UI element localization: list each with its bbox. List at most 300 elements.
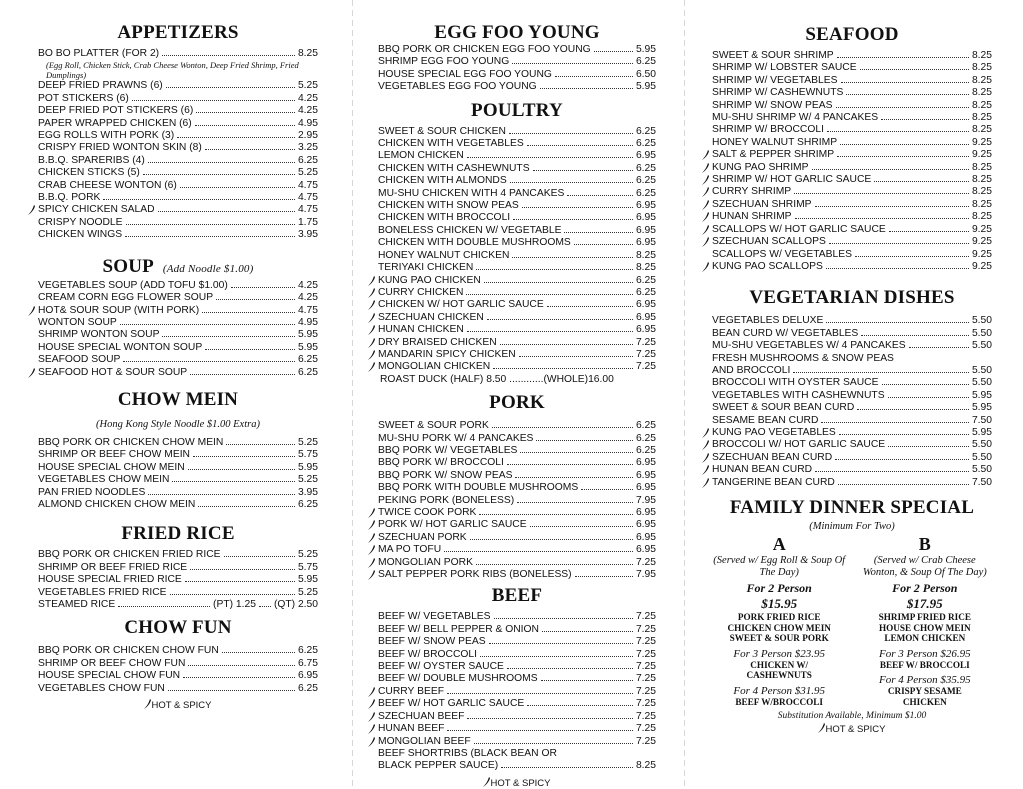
option-a-tier3: For 3 Person $23.95 xyxy=(733,647,826,660)
roast-duck-text: ROAST DUCK (HALF) 8.50 ............(WHOLE)16.00 xyxy=(380,373,614,385)
menu-item-price: 8.25 xyxy=(971,198,992,210)
menu-item-price: 8.25 xyxy=(971,62,992,74)
menu-item xyxy=(378,299,656,311)
menu-item xyxy=(378,250,656,262)
menu-item xyxy=(712,353,992,365)
option-a-dish-1: PORK FRIED RICE xyxy=(737,612,821,622)
menu-item-name: TERIYAKI CHICKEN xyxy=(378,262,474,274)
hot-spicy-legend xyxy=(38,699,318,711)
menu-item-price: 6.25 xyxy=(635,162,656,174)
menu-item-price: 7.25 xyxy=(635,685,656,697)
menu-item-name: MANDARIN SPICY CHICKEN xyxy=(378,348,516,360)
menu-item xyxy=(38,342,318,354)
beef-shortribs-line1: BEEF SHORTRIBS (BLACK BEAN OR xyxy=(378,747,557,759)
menu-item-price: 6.50 xyxy=(635,68,656,80)
pork-heading: PORK xyxy=(489,392,545,414)
chow-fun-list xyxy=(38,645,318,695)
menu-item-price: 9.25 xyxy=(971,149,992,161)
fried-rice-list xyxy=(38,549,318,599)
menu-item xyxy=(378,544,656,556)
leader-dots xyxy=(143,174,295,175)
leader-dots xyxy=(126,224,295,225)
option-a-tier4: For 4 Person $31.95 xyxy=(733,684,826,697)
leader-dots xyxy=(826,322,969,323)
menu-item-name: BEEF W/ SNOW PEAS xyxy=(378,636,486,648)
menu-item-name: SHRIMP OR BEEF CHOW FUN xyxy=(38,657,186,669)
menu-item xyxy=(38,549,318,561)
menu-item xyxy=(378,337,656,349)
leader-dots xyxy=(444,551,633,552)
menu-item-name: PAN FRIED NOODLES xyxy=(38,486,146,498)
leader-dots xyxy=(547,306,633,307)
menu-item-name: CURRY CHICKEN xyxy=(378,286,464,298)
menu-item-price: 6.95 xyxy=(635,150,656,162)
option-b-dish3: BEEF W/ BROCCOLI xyxy=(879,659,970,670)
beef-shortribs-row xyxy=(378,760,656,772)
leader-dots xyxy=(527,145,633,146)
menu-item-price: 7.50 xyxy=(971,414,992,426)
pepper-icon xyxy=(368,558,375,568)
menu-item-price: 8.25 xyxy=(971,112,992,124)
menu-item-price: 5.75 xyxy=(297,561,318,573)
menu-item-price: 7.25 xyxy=(635,348,656,360)
menu-item-name: SALT PEPPER PORK RIBS (BONELESS) xyxy=(378,569,572,581)
pepper-icon xyxy=(702,150,709,160)
leader-dots xyxy=(476,564,633,565)
seafood-heading: SEAFOOD xyxy=(805,24,899,45)
menu-item-name: DRY BRAISED CHICKEN xyxy=(378,336,497,348)
leader-dots xyxy=(555,76,633,77)
menu-item-name: SALT & PEPPER SHRIMP xyxy=(712,149,835,161)
menu-item-name: SCALLOPS W/ VEGETABLES xyxy=(712,248,853,260)
leader-dots xyxy=(540,88,633,89)
menu-item xyxy=(712,112,992,124)
leader-dots xyxy=(794,193,969,194)
menu-item-price: 6.25 xyxy=(635,432,656,444)
menu-item-price: 6.95 xyxy=(635,507,656,518)
appetizers-heading: APPETIZERS xyxy=(117,22,239,43)
menu-item-name: MU-SHU SHRIMP W/ 4 PANCAKES xyxy=(712,112,879,124)
pepper-icon xyxy=(368,338,375,348)
menu-item-price: 2.95 xyxy=(297,130,318,142)
menu-item-name: SZECHUAN BEEF xyxy=(378,710,465,722)
menu-item-name: CREAM CORN EGG FLOWER SOUP xyxy=(38,292,214,304)
menu-item xyxy=(38,487,318,499)
leader-dots xyxy=(530,526,633,527)
menu-item-name: AND BROCCOLI xyxy=(712,364,791,376)
leader-dots xyxy=(492,427,633,428)
menu-item xyxy=(38,180,318,192)
leader-dots xyxy=(519,356,633,357)
menu-item xyxy=(378,349,656,361)
leader-dots xyxy=(177,137,295,138)
menu-item xyxy=(38,118,318,130)
menu-item-name: CRISPY NOODLE xyxy=(38,216,123,228)
menu-item xyxy=(378,150,656,162)
menu-item xyxy=(38,354,318,366)
menu-item xyxy=(712,186,992,198)
legend-text: HOT & SPICY xyxy=(151,700,212,712)
menu-item xyxy=(378,200,656,212)
leader-dots xyxy=(120,324,295,325)
menu-item-price: 4.25 xyxy=(297,279,318,291)
menu-item-price: 5.95 xyxy=(971,426,992,438)
menu-item-price: 7.25 xyxy=(635,611,656,623)
menu-item-price: 4.75 xyxy=(297,304,318,316)
leader-dots xyxy=(148,162,295,163)
menu-item-price: 3.25 xyxy=(297,142,318,154)
leader-dots xyxy=(541,680,633,681)
steamed-rice-pt: (PT) 1.25 xyxy=(213,599,256,610)
menu-item xyxy=(38,217,318,229)
menu-item xyxy=(712,199,992,211)
pepper-icon xyxy=(28,205,35,215)
menu-item xyxy=(378,507,656,519)
legend-text: HOT & SPICY xyxy=(490,777,551,789)
beef-shortribs-line2: BLACK PEPPER SAUCE) xyxy=(378,760,499,772)
leader-dots xyxy=(198,506,295,507)
menu-item-price: 7.25 xyxy=(635,623,656,635)
menu-item-price: 9.25 xyxy=(971,248,992,260)
menu-item-name: CURRY SHRIMP xyxy=(712,186,792,198)
leader-dots xyxy=(467,157,633,158)
menu-item xyxy=(38,329,318,341)
leader-dots xyxy=(909,347,969,348)
menu-item xyxy=(378,482,656,494)
leader-dots xyxy=(216,299,295,300)
menu-item xyxy=(712,427,992,439)
menu-item-price: 5.25 xyxy=(297,436,318,448)
family-dinner-note: (Minimum For Two) xyxy=(809,521,895,532)
menu-item xyxy=(378,569,656,581)
menu-item xyxy=(712,124,992,136)
menu-item-name: BBQ PORK W/ VEGETABLES xyxy=(378,444,518,456)
leader-dots xyxy=(470,539,633,540)
menu-item-name: SWEET & SOUR PORK xyxy=(378,420,489,432)
menu-item xyxy=(38,317,318,329)
menu-item-price: 6.25 xyxy=(635,444,656,456)
menu-item xyxy=(378,237,656,249)
leader-dots xyxy=(162,336,294,337)
menu-item xyxy=(38,367,318,379)
leader-dots xyxy=(467,331,633,332)
leader-dots xyxy=(874,181,969,182)
menu-item-price: 8.25 xyxy=(971,74,992,86)
menu-item xyxy=(38,155,318,167)
leader-dots xyxy=(517,502,633,503)
hot-spicy-legend-3 xyxy=(712,723,992,735)
menu-item-name: BBQ PORK W/ SNOW PEAS xyxy=(378,469,513,481)
menu-item xyxy=(712,137,992,149)
menu-item xyxy=(378,420,656,432)
menu-item xyxy=(38,229,318,241)
family-option-b xyxy=(858,534,992,707)
option-b-dish4: CRISPY SESAME CHICKEN xyxy=(887,686,962,707)
menu-item-price: 6.25 xyxy=(297,366,318,378)
menu-item-price: 5.95 xyxy=(297,329,318,341)
menu-item xyxy=(378,649,656,661)
leader-dots xyxy=(860,69,969,70)
menu-item xyxy=(378,636,656,648)
menu-item xyxy=(38,499,318,511)
menu-item-name: HUNAN BEEF xyxy=(378,723,445,735)
menu-item-price: 6.95 xyxy=(635,544,656,556)
menu-item-name: BEEF W/ BROCCOLI xyxy=(378,648,477,660)
substitution-note: Substitution Available, Minimum $1.00 xyxy=(777,711,927,721)
chow-mein-note: (Hong Kong Style Noodle $1.00 Extra) xyxy=(96,418,260,430)
pepper-icon xyxy=(702,175,709,185)
leader-dots xyxy=(479,514,633,515)
menu-item-price: 7.95 xyxy=(635,494,656,506)
menu-item xyxy=(378,736,656,748)
menu-item-price: 7.25 xyxy=(635,735,656,747)
seafood-list xyxy=(712,50,992,273)
menu-item xyxy=(378,81,656,93)
menu-item-price: 6.75 xyxy=(297,657,318,669)
leader-dots xyxy=(855,256,969,257)
menu-item-price: 6.25 xyxy=(635,125,656,137)
menu-item-name: BEEF W/ DOUBLE MUSHROOMS xyxy=(378,673,538,685)
leader-dots xyxy=(484,282,633,283)
menu-item-name: TANGERINE BEAN CURD xyxy=(712,476,835,488)
menu-item xyxy=(38,587,318,599)
family-option-a xyxy=(712,534,846,707)
menu-item-name: SHRIMP W/ HOT GARLIC SAUCE xyxy=(712,174,872,186)
pepper-icon xyxy=(368,350,375,360)
menu-item-price: 5.50 xyxy=(971,327,992,339)
menu-item-name: SESAME BEAN CURD xyxy=(712,414,819,426)
menu-item xyxy=(712,390,992,402)
leader-dots xyxy=(837,57,969,58)
leader-dots xyxy=(226,444,295,445)
menu-item-name: BEEF W/ VEGETABLES xyxy=(378,611,491,623)
menu-item-price: 5.25 xyxy=(297,549,318,561)
leader-dots xyxy=(815,206,969,207)
menu-item-name: SHRIMP WONTON SOUP xyxy=(38,329,160,341)
menu-item-name: EGG ROLLS WITH PORK (3) xyxy=(38,130,175,142)
menu-item-price: 6.95 xyxy=(635,519,656,531)
pepper-icon xyxy=(368,737,375,747)
menu-item xyxy=(38,670,318,682)
pepper-icon xyxy=(28,306,35,316)
menu-item xyxy=(712,340,992,352)
leader-dots xyxy=(515,477,633,478)
menu-item-name: SEAFOOD HOT & SOUR SOUP xyxy=(38,366,188,378)
menu-item xyxy=(712,315,992,327)
leader-dots xyxy=(888,446,969,447)
menu-item-name: DEEP FRIED POT STICKERS (6) xyxy=(38,105,194,117)
leader-dots xyxy=(188,469,295,470)
menu-item xyxy=(38,48,318,60)
leader-dots xyxy=(536,440,633,441)
menu-item-name: CURRY BEEF xyxy=(378,685,444,697)
menu-item-price: 6.25 xyxy=(635,420,656,432)
leader-dots xyxy=(168,690,295,691)
pepper-icon xyxy=(368,712,375,722)
leader-dots xyxy=(520,452,633,453)
pepper-icon xyxy=(368,533,375,543)
menu-item-name: B.B.Q. SPARERIBS (4) xyxy=(38,154,145,166)
leader-dots xyxy=(839,434,969,435)
menu-item-name: SWEET & SOUR SHRIMP xyxy=(712,50,834,61)
menu-item-name: BEAN CURD W/ VEGETABLES xyxy=(712,327,859,339)
option-a-dish-3: SWEET & SOUR PORK xyxy=(729,633,829,643)
menu-item-name: SEAFOOD SOUP xyxy=(38,354,121,366)
pepper-icon xyxy=(368,724,375,734)
pepper-icon xyxy=(702,453,709,463)
egg-foo-young-heading: EGG FOO YOUNG xyxy=(434,22,600,43)
menu-item-price: 6.25 xyxy=(297,154,318,166)
menu-item xyxy=(712,464,992,476)
menu-item-name: SWEET & SOUR BEAN CURD xyxy=(712,402,855,414)
menu-item-price: 6.25 xyxy=(297,498,318,510)
menu-item-description: (Egg Roll, Chicken Stick, Crab Cheese Wonton, Deep Fried Shrimp, Fried Dumplings) xyxy=(46,60,299,81)
leader-dots xyxy=(512,63,633,64)
menu-item xyxy=(38,449,318,461)
leader-dots xyxy=(231,287,295,288)
menu-item-name: HUNAN CHICKEN xyxy=(378,324,464,336)
menu-item-name: BROCCOLI WITH OYSTER SAUCE xyxy=(712,377,879,389)
menu-item xyxy=(712,149,992,161)
menu-item-price: 7.50 xyxy=(971,476,992,488)
menu-column-2 xyxy=(378,0,656,789)
option-a-letter: A xyxy=(772,534,786,554)
leader-dots xyxy=(567,195,633,196)
leader-dots xyxy=(840,144,969,145)
option-a-price2: $15.95 xyxy=(761,596,798,611)
leader-dots xyxy=(193,456,295,457)
menu-item-name: SHRIMP W/ LOBSTER SAUCE xyxy=(712,62,857,74)
poultry-heading: POULTRY xyxy=(471,99,563,121)
leader-dots xyxy=(476,269,633,270)
menu-item-price: 5.95 xyxy=(635,81,656,93)
menu-item xyxy=(712,50,992,62)
menu-item-name: SHRIMP EGG FOO YOUNG xyxy=(378,56,510,68)
menu-item-name: VEGETABLES FRIED RICE xyxy=(38,586,167,598)
menu-item-price: 6.95 xyxy=(635,457,656,469)
menu-item-price: 8.25 xyxy=(635,249,656,261)
vegetarian-heading: VEGETARIAN DISHES xyxy=(749,287,955,309)
menu-item xyxy=(378,673,656,685)
menu-item xyxy=(38,574,318,586)
steamed-rice-name: STEAMED RICE xyxy=(38,599,116,610)
menu-item-name: CHICKEN WITH ALMONDS xyxy=(378,175,507,187)
menu-item-name: B.B.Q. PORK xyxy=(38,192,101,204)
pepper-icon xyxy=(368,687,375,697)
vegetarian-list xyxy=(712,315,992,489)
menu-item-name: VEGETABLES CHOW FUN xyxy=(38,682,165,694)
leader-dots xyxy=(564,232,632,233)
menu-item-name: BBQ PORK OR CHICKEN CHOW MEIN xyxy=(38,436,224,448)
menu-item xyxy=(712,261,992,273)
leader-dots xyxy=(815,471,969,472)
chow-fun-heading: CHOW FUN xyxy=(124,617,232,639)
menu-item xyxy=(378,287,656,299)
leader-dots xyxy=(837,156,969,157)
menu-item-name: LEMON CHICKEN xyxy=(378,150,464,162)
menu-item-name: MONGOLIAN PORK xyxy=(378,556,473,568)
leader-dots xyxy=(826,268,969,269)
menu-item xyxy=(712,365,992,377)
menu-item xyxy=(378,138,656,150)
menu-item-price: 6.95 xyxy=(635,299,656,311)
menu-item-price: 6.95 xyxy=(635,212,656,224)
menu-item-price: 7.25 xyxy=(635,661,656,673)
leader-dots xyxy=(829,243,969,244)
menu-item-price: 5.95 xyxy=(297,574,318,586)
menu-item-price: 7.25 xyxy=(635,361,656,373)
menu-item xyxy=(38,562,318,574)
menu-item-name: BBQ PORK WITH DOUBLE MUSHROOMS xyxy=(378,482,579,494)
menu-item-price: 5.25 xyxy=(297,167,318,179)
menu-item-name: BBQ PORK W/ BROCCOLI xyxy=(378,457,504,469)
menu-item-price: 5.50 xyxy=(971,364,992,376)
leader-dots xyxy=(507,464,633,465)
option-b-dish-1: SHRIMP FRIED RICE xyxy=(878,612,971,622)
menu-item xyxy=(38,192,318,204)
menu-item xyxy=(712,87,992,99)
pepper-icon xyxy=(368,699,375,709)
leader-dots xyxy=(494,618,633,619)
leader-dots xyxy=(581,489,633,490)
menu-item-price: 7.25 xyxy=(635,698,656,710)
hot-spicy-legend-2 xyxy=(378,777,656,789)
soup-heading xyxy=(38,256,318,278)
menu-item-price: 5.25 xyxy=(297,586,318,598)
steamed-rice-qt: (QT) 2.50 xyxy=(273,599,318,610)
pepper-icon xyxy=(702,465,709,475)
roast-duck-row xyxy=(378,374,656,386)
fried-rice-heading: FRIED RICE xyxy=(121,523,235,545)
leader-dots xyxy=(170,594,295,595)
menu-item-price: 4.75 xyxy=(297,192,318,204)
leader-dots xyxy=(125,236,295,237)
menu-column-1 xyxy=(38,0,318,711)
menu-item-name: HONEY WALNUT CHICKEN xyxy=(378,249,510,261)
menu-item xyxy=(378,624,656,636)
menu-item-name: VEGETABLES DELUXE xyxy=(712,315,824,327)
menu-item-name: PEKING PORK (BONELESS) xyxy=(378,494,515,506)
menu-item xyxy=(38,130,318,142)
menu-item xyxy=(378,519,656,531)
leader-dots xyxy=(447,693,633,694)
option-b-dish-3: LEMON CHICKEN xyxy=(884,633,966,643)
menu-item-name: DEEP FRIED PRAWNS (6) xyxy=(38,80,163,92)
menu-item-name: SHRIMP OR BEEF CHOW MEIN xyxy=(38,449,190,461)
menu-item xyxy=(38,93,318,105)
pepper-icon xyxy=(702,200,709,210)
menu-item xyxy=(712,402,992,414)
menu-item-name: BROCCOLI W/ HOT GARLIC SAUCE xyxy=(712,439,886,451)
menu-item-price: 6.95 xyxy=(635,200,656,212)
menu-item-name: SZECHUAN PORK xyxy=(378,531,467,543)
menu-item-price: 5.95 xyxy=(971,402,992,414)
soup-title: SOUP xyxy=(102,255,153,277)
leader-dots xyxy=(166,87,295,88)
leader-dots xyxy=(795,218,969,219)
menu-item-name: ALMOND CHICKEN CHOW MEIN xyxy=(38,498,196,510)
menu-item-price: 6.25 xyxy=(635,175,656,187)
menu-item xyxy=(378,457,656,469)
pepper-icon xyxy=(368,520,375,530)
option-a-for2: For 2 Person xyxy=(746,581,812,595)
menu-item xyxy=(38,280,318,292)
menu-item-name: TWICE COOK PORK xyxy=(378,507,477,518)
option-b-for2: For 2 Person xyxy=(892,581,958,595)
menu-item xyxy=(378,698,656,710)
menu-item-name: CHICKEN WINGS xyxy=(38,229,123,241)
menu-item-name: KUNG PAO SCALLOPS xyxy=(712,260,823,272)
